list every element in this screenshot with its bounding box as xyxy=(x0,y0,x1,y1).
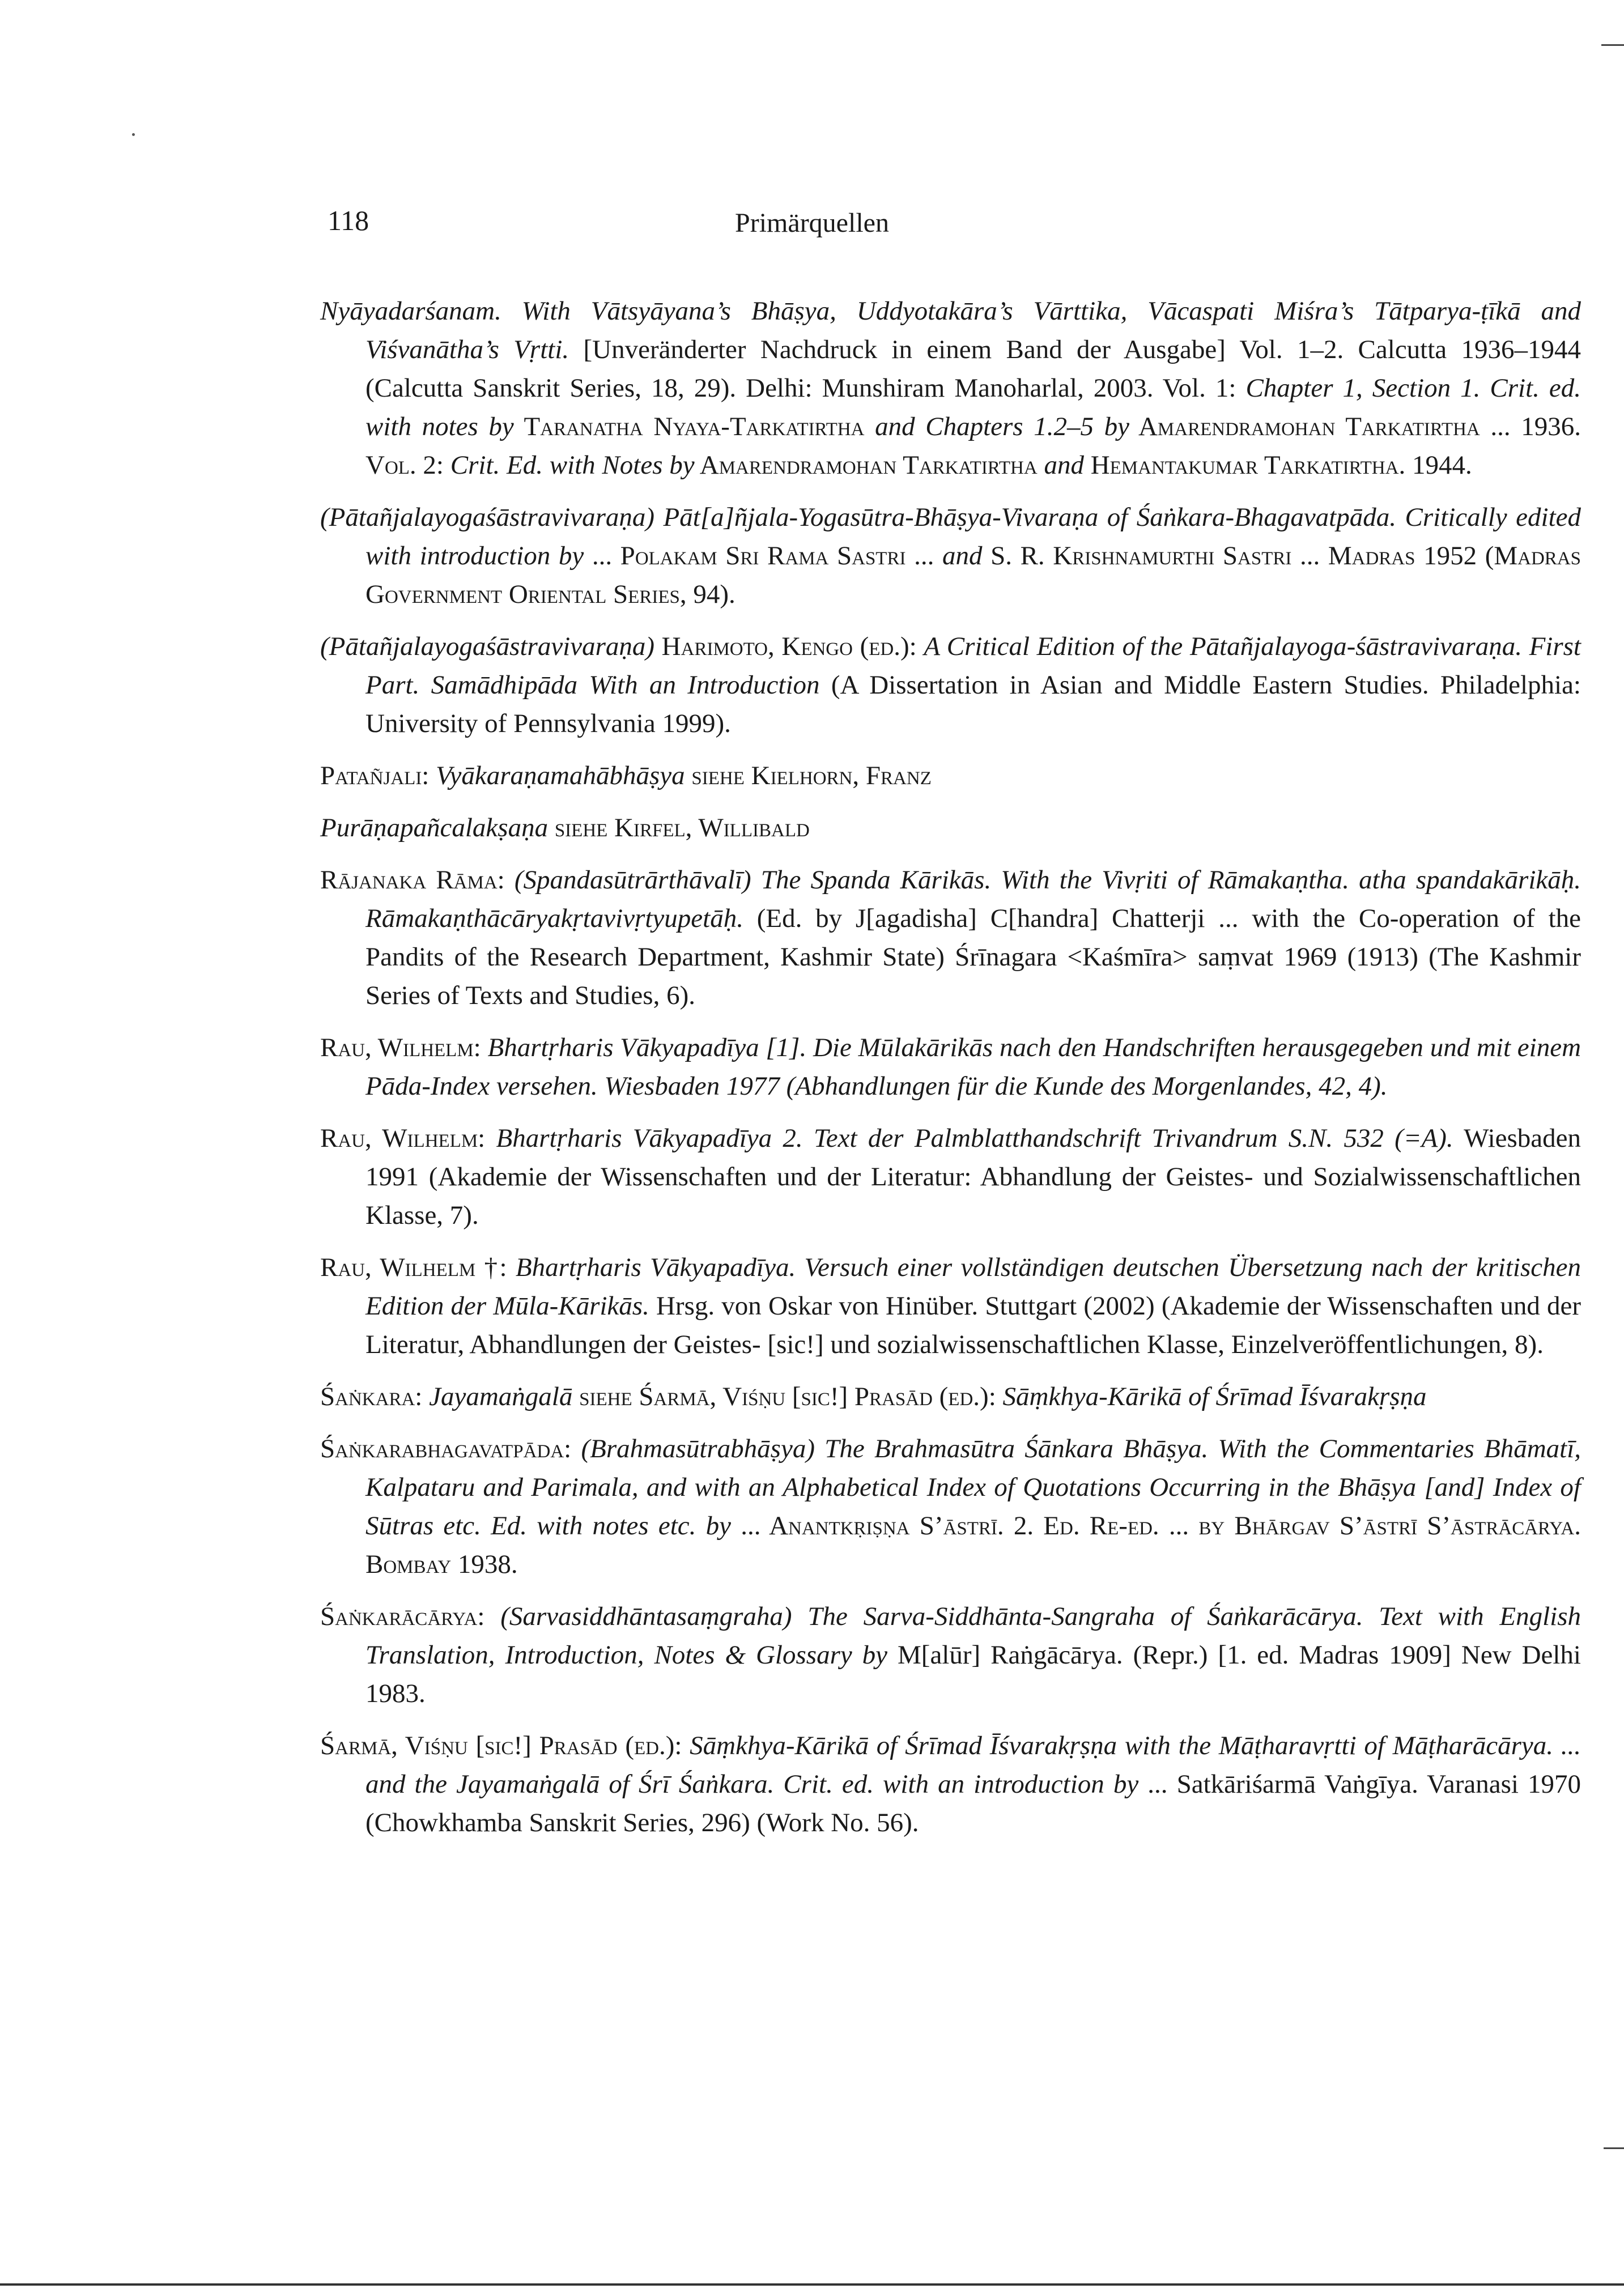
page-number: 118 xyxy=(328,205,369,236)
bottom-scan-edge xyxy=(0,2283,1624,2286)
bib-entry-sankarabhagavatpada: Śaṅkarabhagavatpāda: (Brahmasūtrabhāṣya) The Brahmasūtra Śānkara Bhāṣya. With the Commentaries Bhāmatī, Kalpataru and Parimala, and with an Alphabetical Index of Quotations Occurring in the Bhāṣya [and] Index of Sūtras etc. Ed. with notes etc. by ... Anantkṛiṣṇa S’āstrī. 2. Ed. Re-ed. ... by Bhārgav S’āstrī S’āstrācārya. Bombay 1938. xyxy=(320,1434,1582,1579)
bib-entry-nyayadarsanam: Nyāyadarśanam. With Vātsyāyana’s Bhāṣya, Uddyotakāra’s Vārttika, Vācaspati Miśra’s Tātparya-ṭīkā and Viśvanātha’s Vṛtti. [Unveränderter Nachdruck in einem Band der Ausgabe] Vol. 1–2. Calcutta 1936–1944 (Calcutta Sanskrit Series, 18, 29). Delhi: Munshiram Manoharlal, 2003. Vol. 1: Chapter 1, Section 1. Crit. ed. with notes by Taranatha Nyaya-Tarkatirtha and Chapters 1.2–5 by Amarendramohan Tarkatirtha ... 1936. Vol. 2: Crit. Ed. with Notes by Amarendramohan Tarkatirtha and Hemantakumar Tarkatirtha. 1944. xyxy=(320,296,1582,480)
bib-entry-sankara: Śaṅkara: Jayamaṅgalā siehe Śarmā, Viśṇu [sic!] Prasād (ed.): Sāṃkhya-Kārikā of Śrīmad Īśvarakṛṣṇa xyxy=(320,1382,1427,1411)
bib-entry-rau-1977: Rau, Wilhelm: Bhartṛharis Vākyapadīya [1]. Die Mūlakārikās nach den Handschriften herausgegeben und mit einem Pāda-Index versehen. Wiesbaden 1977 (Abhandlungen für die Kunde des Morgenlandes, 42, 4). xyxy=(320,1033,1582,1101)
bibliography-list xyxy=(320,292,1581,1856)
bib-entry-patanjala-vivarana-madras: (Pātañjalayogaśāstravivaraṇa) Pāt[a]ñjala-Yogasūtra-Bhāṣya-Vivaraṇa of Śaṅkara-Bhagavatpāda. Critically edited with introduction by ... Polakam Sri Rama Sastri ... and S. R. Krishnamurthi Sastri ... Madras 1952 (Madras Government Oriental Series, 94). xyxy=(320,503,1582,609)
bib-entry-rajanaka-rama: Rājanaka Rāma: (Spandasūtrārthāvalī) The Spanda Kārikās. With the Vivṛiti of Rāmakaṇtha. atha spandakārikāḥ. Rāmakaṇthācāryakṛtavivṛtyupetāḥ. (Ed. by J[agadisha] C[handra] Chatterji ... with the Co-operation of the Pandits of the Research Department, Kashmir State) Śrīnagara <Kaśmīra> saṃvat 1969 (1913) (The Kashmir Series of Texts and Studies, 6). xyxy=(320,865,1581,1010)
bib-entry-rau-1991: Rau, Wilhelm: Bhartṛharis Vākyapadīya 2. Text der Palmblatthandschrift Trivandrum S.N. 532 (=A). Wiesbaden 1991 (Akademie der Wissenschaften und der Literatur: Abhandlung der Geistes- und Sozialwissenschaftlichen Klasse, 7). xyxy=(320,1124,1582,1230)
bib-entry-puranapancalaksana: Purāṇapañcalakṣaṇa siehe Kirfel, Willibald xyxy=(320,813,810,843)
bib-entry-harimoto: (Pātañjalayogaśāstravivaraṇa) Harimoto, Kengo (ed.): A Critical Edition of the Pātañjalayoga-śāstravivaraṇa. First Part. Samādhipāda With an Introduction (A Dissertation in Asian and Middle Eastern Studies. Philadelphia: University of Pennsylvania 1999). xyxy=(320,632,1581,738)
bib-entry-rau-2002: Rau, Wilhelm †: Bhartṛharis Vākyapadīya. Versuch einer vollständigen deutschen Übersetzung nach der kritischen Edition der Mūla-Kārikās. Hrsg. von Oskar von Hinüber. Stuttgart (2002) (Akademie der Wissenschaften und der Literatur, Abhandlungen der Geistes- [sic!] und sozialwissenschaftlichen Klasse, Einzelveröffentlichungen, 8). xyxy=(320,1253,1582,1359)
bib-entry-sarma: Śarmā, Viśṇu [sic!] Prasād (ed.): Sāṃkhya-Kārikā of Śrīmad Īśvarakṛṣṇa with the Māṭharavṛtti of Māṭharācārya. ... and the Jayamaṅgalā of Śrī Śaṅkara. Crit. ed. with an introduction by ... Satkāriśarmā Vaṅgīya. Varanasi 1970 (Chowkhamba Sanskrit Series, 296) (Work No. 56). xyxy=(320,1731,1582,1837)
margin-tick-bottom xyxy=(1604,2147,1624,2149)
running-title: Primärquellen xyxy=(735,208,889,238)
bib-entry-patanjali: Patañjali: Vyākaraṇamahābhāṣya siehe Kielhorn, Franz xyxy=(320,761,932,790)
scan-speck xyxy=(132,133,135,136)
bib-entry-sankaracarya: Śaṅkarācārya: (Sarvasiddhāntasaṃgraha) The Sarva-Siddhānta-Sangraha of Śaṅkarācārya. Text with English Translation, Introduction, Notes & Glossary by M[alūr] Raṅgācārya. (Repr.) [1. ed. Madras 1909] New Delhi 1983. xyxy=(320,1602,1582,1708)
margin-tick-top xyxy=(1601,44,1624,46)
